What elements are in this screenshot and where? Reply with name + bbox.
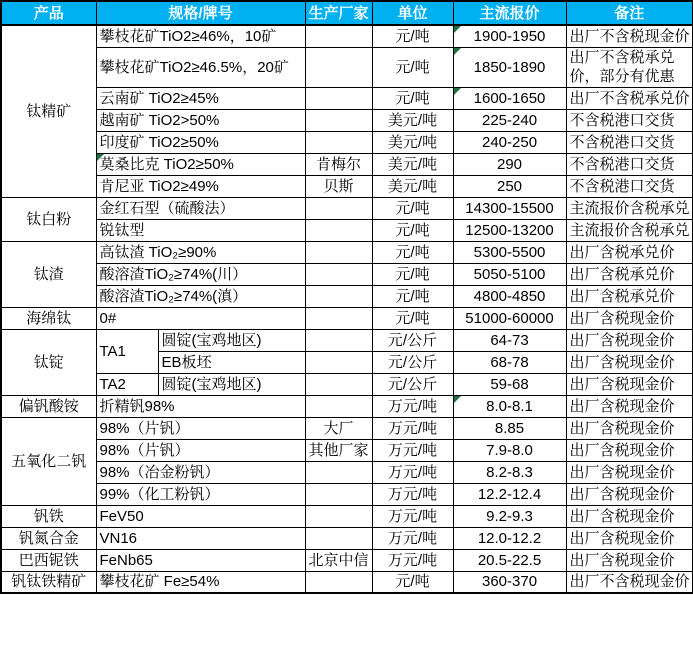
table-row (1, 307, 693, 329)
table-row (1, 87, 693, 109)
maker-cell (305, 307, 372, 329)
price-value: 8.0-8.1 (486, 397, 533, 415)
note-cell: 出厂不含税现金价 (566, 571, 693, 593)
unit-cell: 美元/吨 (372, 153, 453, 175)
header-cell-manufacturer: 生产厂家 (305, 1, 372, 25)
note-cell: 出厂含税承兑价 (566, 241, 693, 263)
grade-cell: TA1 (96, 329, 158, 373)
table-row (1, 47, 693, 87)
note-cell: 出厂不含税承兑价 (566, 87, 693, 109)
note-cell: 出厂含税现金价 (566, 307, 693, 329)
maker-cell (305, 87, 372, 109)
maker-cell (305, 241, 372, 263)
note-cell: 出厂含税现金价 (566, 483, 693, 505)
spec-cell: 越南矿 TiO2>50% (96, 109, 305, 131)
price-cell: 225-240 (453, 109, 566, 131)
spec-cell: 99%（化工粉钒） (96, 483, 305, 505)
table-row (1, 241, 693, 263)
price-cell: 7.9-8.0 (453, 439, 566, 461)
header-cell-product: 产品 (1, 1, 96, 25)
unit-cell: 元/吨 (372, 197, 453, 219)
green-flag-icon (454, 26, 461, 33)
spec-cell: 折精钒98% (96, 395, 305, 417)
maker-cell: 其他厂家 (305, 439, 372, 461)
price-cell: 51000-60000 (453, 307, 566, 329)
maker-cell (305, 131, 372, 153)
unit-cell: 万元/吨 (372, 395, 453, 417)
price-value: 1600-1650 (473, 89, 546, 107)
spec-cell: 攀枝花矿TiO2≥46%，10矿 (96, 25, 305, 47)
note-cell: 出厂含税现金价 (566, 439, 693, 461)
table-row (1, 373, 693, 395)
spec-cell: 印度矿 TiO2≥50% (96, 131, 305, 153)
unit-cell: 元/吨 (372, 87, 453, 109)
maker-cell (305, 47, 372, 87)
unit-cell: 元/吨 (372, 241, 453, 263)
spec-cell: 圆锭(宝鸡地区) (158, 329, 305, 351)
spec-cell: 98%（冶金粉钒） (96, 461, 305, 483)
unit-cell: 万元/吨 (372, 549, 453, 571)
unit-cell: 元/吨 (372, 47, 453, 87)
note-cell: 出厂含税现金价 (566, 395, 693, 417)
maker-cell (305, 285, 372, 307)
table-row (1, 395, 693, 417)
product-cell: 钛锭 (1, 329, 96, 395)
green-flag-icon (454, 88, 461, 95)
note-cell: 不含税港口交货 (566, 153, 693, 175)
table-row (1, 461, 693, 483)
table-row (1, 109, 693, 131)
note-cell: 出厂含税承兑价 (566, 263, 693, 285)
note-cell: 出厂含税现金价 (566, 417, 693, 439)
spec-cell: 锐钛型 (96, 219, 305, 241)
maker-cell: 贝斯 (305, 175, 372, 197)
table-row (1, 329, 693, 351)
price-cell: 12.2-12.4 (453, 483, 566, 505)
unit-cell: 万元/吨 (372, 527, 453, 549)
price-cell: 12.0-12.2 (453, 527, 566, 549)
maker-cell (305, 263, 372, 285)
table-row (1, 285, 693, 307)
maker-cell (305, 505, 372, 527)
note-cell: 不含税港口交货 (566, 131, 693, 153)
note-cell: 不含税港口交货 (566, 109, 693, 131)
unit-cell: 万元/吨 (372, 439, 453, 461)
unit-cell: 美元/吨 (372, 109, 453, 131)
spec-cell: 98%（片钒） (96, 439, 305, 461)
unit-cell: 万元/吨 (372, 461, 453, 483)
price-cell (453, 395, 566, 417)
product-cell: 五氧化二钒 (1, 417, 96, 505)
table-row (1, 527, 693, 549)
unit-cell: 元/吨 (372, 219, 453, 241)
product-cell: 钛白粉 (1, 197, 96, 241)
table-row (1, 439, 693, 461)
unit-cell: 元/吨 (372, 285, 453, 307)
table-row (1, 219, 693, 241)
price-cell: 4800-4850 (453, 285, 566, 307)
price-cell: 64-73 (453, 329, 566, 351)
price-cell: 360-370 (453, 571, 566, 593)
table-row (1, 25, 693, 47)
price-cell (453, 87, 566, 109)
unit-cell: 元/公斤 (372, 329, 453, 351)
green-flag-icon (454, 48, 461, 55)
header-cell-spec: 规格/牌号 (96, 1, 305, 25)
green-flag-icon (454, 396, 461, 403)
maker-cell (305, 395, 372, 417)
note-cell: 出厂含税现金价 (566, 549, 693, 571)
price-cell (453, 25, 566, 47)
note-cell: 出厂含税现金价 (566, 329, 693, 351)
price-cell: 20.5-22.5 (453, 549, 566, 571)
price-cell: 240-250 (453, 131, 566, 153)
spec-cell: 98%（片钒） (96, 417, 305, 439)
maker-cell: 肯梅尔 (305, 153, 372, 175)
header-row (1, 1, 693, 25)
maker-cell (305, 197, 372, 219)
price-cell (453, 47, 566, 87)
unit-cell: 美元/吨 (372, 175, 453, 197)
unit-cell: 元/吨 (372, 263, 453, 285)
price-cell: 59-68 (453, 373, 566, 395)
note-cell: 出厂含税现金价 (566, 461, 693, 483)
product-cell: 钒铁 (1, 505, 96, 527)
note-cell: 出厂不含税承兑价，部分有优惠 (566, 47, 693, 87)
grade-cell: TA2 (96, 373, 158, 395)
product-cell: 巴西铌铁 (1, 549, 96, 571)
spec-cell: 酸溶渣TiO₂≥74%(滇） (96, 285, 305, 307)
spec-cell: 云南矿 TiO2≥45% (96, 87, 305, 109)
product-cell: 钛精矿 (1, 25, 96, 197)
table-row (1, 549, 693, 571)
table-row (1, 131, 693, 153)
unit-cell: 美元/吨 (372, 131, 453, 153)
maker-cell (305, 483, 372, 505)
spec-cell: 攀枝花矿TiO2≥46.5%，20矿 (96, 47, 305, 87)
price-cell: 9.2-9.3 (453, 505, 566, 527)
maker-cell: 大厂 (305, 417, 372, 439)
table-row (1, 505, 693, 527)
spec-cell (96, 153, 305, 175)
spec-cell: 高钛渣 TiO₂≥90% (96, 241, 305, 263)
table-row (1, 571, 693, 593)
unit-cell: 万元/吨 (372, 505, 453, 527)
spec-cell: 攀枝花矿 Fe≥54% (96, 571, 305, 593)
spec-cell: 肯尼亚 TiO2≥49% (96, 175, 305, 197)
note-cell: 出厂不含税现金价 (566, 25, 693, 47)
maker-cell (305, 373, 372, 395)
note-cell: 不含税港口交货 (566, 175, 693, 197)
spec-cell: 酸溶渣TiO₂≥74%(川） (96, 263, 305, 285)
spec-cell: 圆锭(宝鸡地区) (158, 373, 305, 395)
note-cell: 主流报价含税承兑 (566, 197, 693, 219)
price-cell: 5050-5100 (453, 263, 566, 285)
header-cell-price: 主流报价 (453, 1, 566, 25)
price-cell: 14300-15500 (453, 197, 566, 219)
price-cell: 290 (453, 153, 566, 175)
spec-cell: 金红石型（硫酸法） (96, 197, 305, 219)
note-cell: 主流报价含税承兑 (566, 219, 693, 241)
note-cell: 出厂含税现金价 (566, 351, 693, 373)
table-row (1, 197, 693, 219)
maker-cell (305, 351, 372, 373)
note-cell: 出厂含税承兑价 (566, 285, 693, 307)
price-cell: 12500-13200 (453, 219, 566, 241)
price-cell: 8.85 (453, 417, 566, 439)
maker-cell (305, 219, 372, 241)
maker-cell (305, 571, 372, 593)
spec-cell: 0# (96, 307, 305, 329)
header-cell-note: 备注 (566, 1, 693, 25)
product-cell: 钒氮合金 (1, 527, 96, 549)
unit-cell: 元/吨 (372, 571, 453, 593)
maker-cell (305, 25, 372, 47)
maker-cell (305, 109, 372, 131)
table-row (1, 483, 693, 505)
unit-cell: 元/吨 (372, 25, 453, 47)
maker-cell: 北京中信 (305, 549, 372, 571)
table-row (1, 175, 693, 197)
spec-cell: FeV50 (96, 505, 305, 527)
unit-cell: 元/公斤 (372, 351, 453, 373)
table-row (1, 153, 693, 175)
maker-cell (305, 527, 372, 549)
spec-cell: VN16 (96, 527, 305, 549)
table-row (1, 417, 693, 439)
spec-value: 莫桑比克 TiO2≥50% (99, 155, 234, 173)
note-cell: 出厂含税现金价 (566, 527, 693, 549)
note-cell: 出厂含税现金价 (566, 373, 693, 395)
note-cell: 出厂含税现金价 (566, 505, 693, 527)
spec-cell: EB板坯 (158, 351, 305, 373)
table-row (1, 263, 693, 285)
unit-cell: 万元/吨 (372, 483, 453, 505)
price-cell: 5300-5500 (453, 241, 566, 263)
product-cell: 钒钛铁精矿 (1, 571, 96, 593)
price-value: 1850-1890 (473, 58, 546, 76)
price-cell: 8.2-8.3 (453, 461, 566, 483)
unit-cell: 万元/吨 (372, 417, 453, 439)
price-cell: 250 (453, 175, 566, 197)
header-cell-unit: 单位 (372, 1, 453, 25)
price-value: 1900-1950 (473, 27, 546, 45)
spec-cell: FeNb65 (96, 549, 305, 571)
maker-cell (305, 329, 372, 351)
maker-cell (305, 461, 372, 483)
unit-cell: 元/公斤 (372, 373, 453, 395)
product-cell: 海绵钛 (1, 307, 96, 329)
product-cell: 钛渣 (1, 241, 96, 307)
product-cell: 偏钒酸铵 (1, 395, 96, 417)
price-cell: 68-78 (453, 351, 566, 373)
unit-cell: 元/吨 (372, 307, 453, 329)
